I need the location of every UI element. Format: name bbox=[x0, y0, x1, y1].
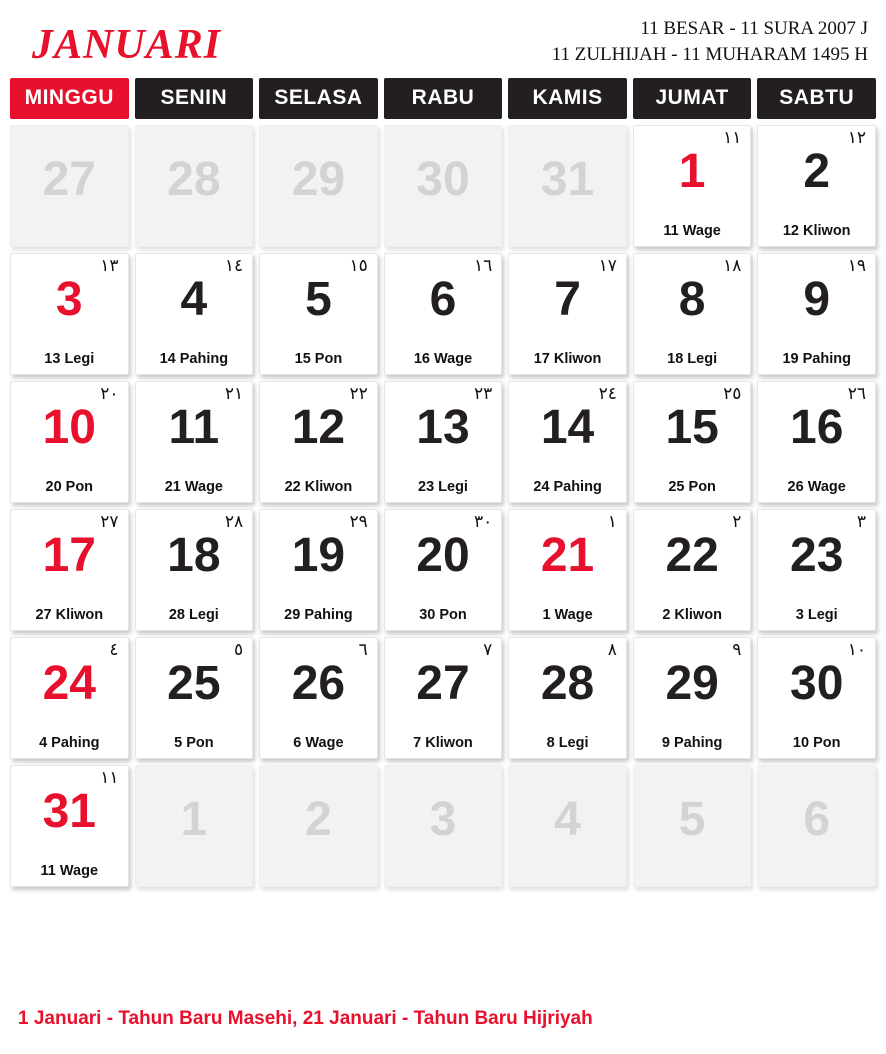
javanese-pasaran-label: 20 Pon bbox=[45, 479, 94, 495]
javanese-pasaran-label: 5 Pon bbox=[174, 735, 214, 751]
hijri-day-number: ١٥ bbox=[349, 256, 368, 276]
date-cell[interactable] bbox=[508, 637, 627, 759]
date-cell[interactable] bbox=[757, 765, 876, 887]
gregorian-day-number: 22 bbox=[665, 529, 719, 582]
gregorian-day-number: 4 bbox=[554, 793, 581, 846]
gregorian-day-number: 28 bbox=[167, 153, 221, 206]
date-cell[interactable] bbox=[259, 381, 378, 503]
hijri-day-number: ٧ bbox=[483, 640, 493, 660]
date-cell[interactable] bbox=[259, 509, 378, 631]
javanese-pasaran-label: 23 Legi bbox=[418, 479, 468, 495]
gregorian-day-number: 25 bbox=[167, 657, 221, 710]
date-cell[interactable] bbox=[135, 381, 254, 503]
hijri-day-number: ١٤ bbox=[224, 256, 244, 276]
date-cell[interactable] bbox=[10, 381, 129, 503]
javanese-pasaran-label: 25 Pon bbox=[668, 479, 716, 495]
gregorian-day-number: 6 bbox=[803, 793, 831, 846]
date-cell[interactable] bbox=[259, 125, 378, 247]
javanese-pasaran-label: 7 Kliwon bbox=[413, 735, 473, 751]
javanese-pasaran-label: 21 Wage bbox=[164, 479, 223, 495]
date-cell[interactable] bbox=[384, 509, 503, 631]
calendar-grid bbox=[8, 119, 878, 887]
hijri-day-number: ٣٠ bbox=[474, 512, 493, 532]
hijri-day-number: ١ bbox=[607, 512, 617, 532]
gregorian-day-number: 31 bbox=[42, 785, 96, 838]
hijri-day-number: ١٦ bbox=[474, 256, 493, 276]
hijri-day-number: ٢٤ bbox=[598, 384, 617, 404]
javanese-pasaran-label: 12 Kliwon bbox=[782, 223, 851, 239]
weekday-header-rabu: RABU bbox=[384, 78, 503, 119]
gregorian-day-number: 3 bbox=[429, 793, 457, 846]
hijri-day-number: ٢ bbox=[732, 512, 742, 532]
hijri-day-number: ١٩ bbox=[847, 256, 866, 276]
gregorian-day-number: 31 bbox=[540, 153, 595, 206]
hijri-day-number: ٢٢ bbox=[349, 384, 368, 404]
gregorian-day-number: 5 bbox=[305, 273, 332, 326]
gregorian-day-number: 1 bbox=[678, 145, 706, 198]
date-cell[interactable] bbox=[757, 381, 876, 503]
gregorian-day-number: 6 bbox=[429, 273, 457, 326]
gregorian-day-number: 5 bbox=[678, 793, 706, 846]
date-cell[interactable] bbox=[10, 637, 129, 759]
hijri-day-number: ١٨ bbox=[723, 256, 742, 276]
javanese-pasaran-label: 11 Wage bbox=[663, 223, 721, 239]
date-cell[interactable] bbox=[757, 253, 876, 375]
javanese-pasaran-label: 15 Pon bbox=[294, 351, 343, 367]
date-cell[interactable] bbox=[508, 509, 627, 631]
date-cell[interactable] bbox=[259, 765, 378, 887]
javanese-pasaran-label: 17 Kliwon bbox=[533, 351, 602, 367]
hijri-day-number: ٥ bbox=[234, 640, 244, 660]
date-cell[interactable] bbox=[135, 637, 254, 759]
hijri-day-number: ٢٥ bbox=[723, 384, 742, 404]
javanese-pasaran-label: 30 Pon bbox=[419, 607, 467, 623]
alternate-calendar-dates bbox=[552, 14, 872, 67]
gregorian-day-number: 27 bbox=[416, 657, 470, 710]
javanese-pasaran-label: 4 Pahing bbox=[39, 735, 100, 751]
weekday-header-sabtu: SABTU bbox=[757, 78, 876, 119]
hijri-day-number: ١١ bbox=[723, 128, 742, 148]
weekday-header-senin: SENIN bbox=[135, 78, 254, 119]
gregorian-day-number: 4 bbox=[180, 273, 208, 326]
date-cell[interactable] bbox=[384, 637, 503, 759]
javanese-pasaran-label: 19 Pahing bbox=[782, 351, 851, 367]
date-cell[interactable] bbox=[384, 765, 503, 887]
hijri-day-number: ٢٨ bbox=[224, 512, 244, 532]
date-cell[interactable] bbox=[10, 125, 129, 247]
gregorian-day-number: 16 bbox=[790, 401, 844, 454]
date-cell[interactable] bbox=[508, 125, 627, 247]
javanese-pasaran-label: 14 Pahing bbox=[159, 351, 229, 367]
javanese-pasaran-label: 2 Kliwon bbox=[662, 607, 722, 623]
javanese-pasaran-label: 9 Pahing bbox=[661, 735, 723, 751]
gregorian-day-number: 18 bbox=[167, 529, 221, 582]
gregorian-day-number: 20 bbox=[416, 529, 470, 582]
date-cell[interactable] bbox=[633, 765, 752, 887]
date-cell[interactable] bbox=[135, 509, 254, 631]
date-cell[interactable] bbox=[508, 765, 627, 887]
gregorian-day-number: 27 bbox=[42, 153, 96, 206]
javanese-pasaran-label: 11 Wage bbox=[40, 863, 99, 879]
gregorian-day-number: 10 bbox=[42, 401, 96, 454]
date-cell[interactable] bbox=[633, 381, 752, 503]
holiday-note: 1 Januari - Tahun Baru Masehi, 21 Januari - Tahun Baru Hijriyah bbox=[18, 1008, 593, 1029]
hijri-day-number: ٤ bbox=[109, 640, 119, 660]
javanese-pasaran-label: 27 Kliwon bbox=[35, 607, 104, 623]
date-cell[interactable] bbox=[508, 253, 627, 375]
hijri-day-number: ٢٣ bbox=[474, 384, 493, 404]
hijri-day-number: ٩ bbox=[732, 640, 742, 660]
date-cell[interactable] bbox=[135, 765, 254, 887]
date-cell[interactable] bbox=[633, 253, 752, 375]
hijri-day-number: ٨ bbox=[607, 640, 617, 660]
gregorian-day-number: 24 bbox=[42, 657, 96, 710]
javanese-pasaran-label: 26 Wage bbox=[787, 479, 846, 495]
hijri-day-number: ١٣ bbox=[100, 256, 119, 276]
date-cell[interactable] bbox=[10, 765, 129, 887]
gregorian-day-number: 2 bbox=[305, 793, 332, 846]
date-cell[interactable] bbox=[10, 509, 129, 631]
javanese-pasaran-label: 1 Wage bbox=[542, 607, 593, 623]
hijri-date-range: 11 ZULHIJAH - 11 MUHARAM 1495 H bbox=[551, 43, 868, 65]
gregorian-day-number: 23 bbox=[790, 529, 844, 582]
gregorian-day-number: 17 bbox=[42, 529, 96, 582]
date-cell[interactable] bbox=[633, 637, 752, 759]
hijri-day-number: ٢٧ bbox=[100, 512, 119, 532]
hijri-day-number: ٣ bbox=[856, 512, 866, 532]
gregorian-day-number: 14 bbox=[540, 401, 595, 454]
gregorian-day-number: 9 bbox=[803, 273, 831, 326]
calendar-header bbox=[8, 0, 878, 78]
javanese-pasaran-label: 24 Pahing bbox=[533, 479, 602, 495]
date-cell[interactable] bbox=[10, 253, 129, 375]
javanese-pasaran-label: 3 Legi bbox=[795, 607, 838, 623]
weekday-header-row bbox=[8, 78, 878, 119]
date-cell[interactable] bbox=[508, 381, 627, 503]
gregorian-day-number: 28 bbox=[540, 657, 595, 710]
javanese-pasaran-label: 6 Wage bbox=[293, 735, 344, 751]
gregorian-day-number: 26 bbox=[291, 657, 346, 710]
hijri-day-number: ١٠ bbox=[847, 640, 866, 660]
month-title: JANUARI bbox=[32, 22, 222, 68]
gregorian-day-number: 3 bbox=[55, 273, 83, 326]
javanese-date-range: 11 BESAR - 11 SURA 2007 J bbox=[640, 18, 868, 39]
gregorian-day-number: 29 bbox=[291, 153, 346, 206]
date-cell[interactable] bbox=[259, 253, 378, 375]
hijri-day-number: ٢١ bbox=[224, 384, 244, 404]
gregorian-day-number: 30 bbox=[790, 657, 844, 710]
javanese-pasaran-label: 28 Legi bbox=[168, 607, 219, 623]
gregorian-day-number: 11 bbox=[168, 401, 220, 454]
javanese-pasaran-label: 8 Legi bbox=[546, 735, 589, 751]
hijri-day-number: ١٧ bbox=[598, 256, 617, 276]
date-cell[interactable] bbox=[259, 637, 378, 759]
gregorian-day-number: 29 bbox=[665, 657, 719, 710]
javanese-pasaran-label: 10 Pon bbox=[792, 735, 841, 751]
hijri-day-number: ٦ bbox=[358, 640, 368, 660]
weekday-header-kamis: KAMIS bbox=[508, 78, 627, 119]
hijri-day-number: ٢٩ bbox=[349, 512, 368, 532]
date-cell[interactable] bbox=[135, 253, 254, 375]
gregorian-day-number: 30 bbox=[416, 153, 470, 206]
weekday-header-selasa: SELASA bbox=[259, 78, 378, 119]
gregorian-day-number: 2 bbox=[803, 145, 831, 198]
hijri-day-number: ٢٠ bbox=[100, 384, 119, 404]
javanese-pasaran-label: 13 Legi bbox=[44, 351, 95, 367]
hijri-day-number: ١٢ bbox=[847, 128, 866, 148]
weekday-header-jumat: JUMAT bbox=[633, 78, 752, 119]
weekday-header-minggu: MINGGU bbox=[10, 78, 129, 119]
gregorian-day-number: 15 bbox=[665, 401, 719, 454]
gregorian-day-number: 12 bbox=[291, 401, 346, 454]
date-cell[interactable] bbox=[757, 637, 876, 759]
date-cell[interactable] bbox=[135, 125, 254, 247]
hijri-day-number: ١١ bbox=[100, 768, 119, 788]
date-cell[interactable] bbox=[757, 509, 876, 631]
javanese-pasaran-label: 29 Pahing bbox=[284, 607, 353, 623]
date-cell[interactable] bbox=[384, 125, 503, 247]
date-cell[interactable] bbox=[633, 125, 752, 247]
date-cell[interactable] bbox=[384, 381, 503, 503]
gregorian-day-number: 1 bbox=[180, 793, 208, 846]
gregorian-day-number: 7 bbox=[554, 273, 581, 326]
javanese-pasaran-label: 16 Wage bbox=[413, 351, 473, 367]
date-cell[interactable] bbox=[633, 509, 752, 631]
gregorian-day-number: 13 bbox=[416, 401, 470, 454]
date-cell[interactable] bbox=[757, 125, 876, 247]
javanese-pasaran-label: 18 Legi bbox=[667, 351, 718, 367]
gregorian-day-number: 19 bbox=[291, 529, 346, 582]
javanese-pasaran-label: 22 Kliwon bbox=[284, 479, 353, 495]
hijri-day-number: ٢٦ bbox=[847, 384, 866, 404]
gregorian-day-number: 8 bbox=[678, 273, 706, 326]
date-cell[interactable] bbox=[384, 253, 503, 375]
gregorian-day-number: 21 bbox=[540, 529, 595, 582]
